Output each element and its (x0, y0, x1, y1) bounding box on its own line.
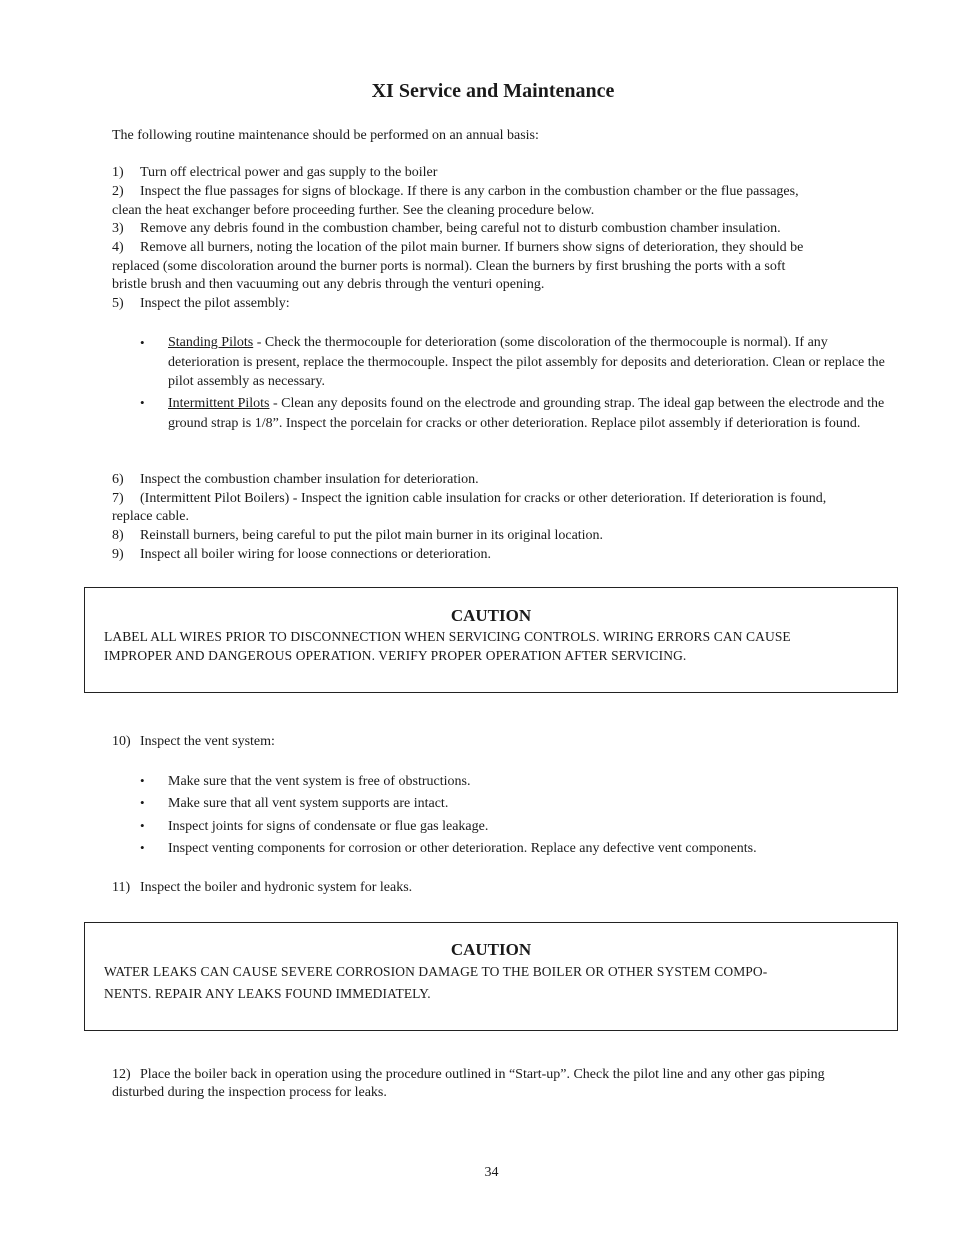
step-12-continuation: disturbed during the inspection process for leaks. (112, 1085, 387, 1100)
caution-text: LABEL ALL WIRES PRIOR TO DISCONNECTION WHEN SERVICING CONTROLS. WIRING ERRORS CAN CAUSE (104, 629, 791, 644)
step-text: Inspect all boiler wiring for loose connections or deterioration. (140, 547, 492, 562)
standing-pilots-item (168, 333, 898, 392)
vent-item: Inspect joints for signs of condensate or flue gas leakage. (168, 819, 489, 834)
step-4 (112, 238, 803, 257)
step-number: 6) (112, 472, 124, 487)
step-text: Remove any debris found in the combustion chamber, being careful not to disturb combustion chamber insulation. (140, 221, 781, 236)
bullet-icon: • (140, 840, 145, 855)
step-11 (112, 878, 412, 897)
step-12 (112, 1065, 825, 1084)
step-number: 11) (112, 880, 131, 895)
step-number: 10) (112, 734, 131, 749)
step-text: (Intermittent Pilot Boilers) - Inspect the ignition cable insulation for cracks or other deterioration. If deterioration is found, (140, 491, 827, 506)
step-number: 12) (112, 1067, 131, 1082)
step-2-continuation: clean the heat exchanger before proceeding further. See the cleaning procedure below. (112, 203, 595, 218)
bullet-icon: • (140, 795, 145, 810)
step-number: 5) (112, 296, 124, 311)
standing-pilots-text: - Check the thermocouple for deterioration (some discoloration of the thermocouple is normal). If any deterioration is present, replace the thermocouple. Inspect the pilot assembly for deposits and deterioration. Clean or replace the pilot assembly as necessary. (168, 335, 885, 389)
step-text: Turn off electrical power and gas supply to the boiler (140, 165, 438, 180)
caution-title: CAUTION (450, 606, 532, 625)
step-5 (112, 294, 290, 313)
step-text: Inspect the flue passages for signs of blockage. If there is any carbon in the combustion chamber or the flue passages, (140, 184, 799, 199)
vent-item: Make sure that the vent system is free of obstructions. (168, 774, 471, 789)
step-number: 3) (112, 221, 124, 236)
caution-text: IMPROPER AND DANGEROUS OPERATION. VERIFY PROPER OPERATION AFTER SERVICING. (104, 648, 687, 663)
intermittent-pilots-item (168, 394, 898, 433)
step-10 (112, 732, 275, 751)
step-3 (112, 219, 781, 238)
step-number: 1) (112, 165, 124, 180)
caution-box-leaks (84, 922, 898, 1031)
step-4-continuation: bristle brush and then vacuuming out any debris through the venturi opening. (112, 277, 545, 292)
step-6 (112, 470, 479, 489)
step-7-continuation: replace cable. (112, 509, 189, 524)
page-title: XI Service and Maintenance (371, 80, 615, 102)
step-text: Remove all burners, noting the location of the pilot main burner. If burners show signs of deterioration, they should be (140, 240, 804, 255)
vent-item: Make sure that all vent system supports are intact. (168, 796, 449, 811)
step-number: 8) (112, 528, 124, 543)
step-text: Reinstall burners, being careful to put the pilot main burner in its original location. (140, 528, 604, 543)
caution-text: WATER LEAKS CAN CAUSE SEVERE CORROSION DAMAGE TO THE BOILER OR OTHER SYSTEM COMPO- (104, 964, 768, 979)
caution-text: NENTS. REPAIR ANY LEAKS FOUND IMMEDIATELY. (104, 986, 431, 1001)
step-text: Inspect the pilot assembly: (140, 296, 290, 311)
step-number: 4) (112, 240, 124, 255)
step-1 (112, 163, 437, 182)
caution-box-wiring (84, 587, 898, 693)
bullet-icon: • (140, 773, 145, 788)
standing-pilots-label: Standing Pilots (168, 335, 254, 350)
step-7 (112, 489, 826, 508)
step-4-continuation: replaced (some discoloration around the burner ports is normal). Clean the burners by first brushing the ports with a soft (112, 259, 786, 274)
vent-item: Inspect venting components for corrosion or other deterioration. Replace any defective vent components. (168, 841, 757, 856)
step-text: Inspect the vent system: (140, 734, 275, 749)
step-text: Inspect the combustion chamber insulation for deterioration. (140, 472, 479, 487)
intro-text: The following routine maintenance should be performed on an annual basis: (112, 128, 539, 143)
page-number: 34 (484, 1165, 499, 1180)
bullet-icon: • (140, 335, 145, 350)
step-9 (112, 545, 491, 564)
step-2 (112, 182, 799, 201)
caution-title: CAUTION (450, 940, 532, 959)
step-8 (112, 526, 603, 545)
step-text: Inspect the boiler and hydronic system for leaks. (140, 880, 413, 895)
intermittent-pilots-text: - Clean any deposits found on the electrode and grounding strap. The ideal gap between the electrode and the ground strap is 1/8”. Inspect the porcelain for cracks or other deterioration. Replace pilot assembly if deterioration is found. (168, 396, 885, 431)
intermittent-pilots-label: Intermittent Pilots (168, 396, 270, 411)
bullet-icon: • (140, 395, 145, 410)
step-number: 7) (112, 491, 124, 506)
step-number: 9) (112, 547, 124, 562)
step-text: Place the boiler back in operation using the procedure outlined in “Start-up”. Check the pilot line and any other gas piping (140, 1067, 825, 1082)
step-number: 2) (112, 184, 124, 199)
bullet-icon: • (140, 818, 145, 833)
